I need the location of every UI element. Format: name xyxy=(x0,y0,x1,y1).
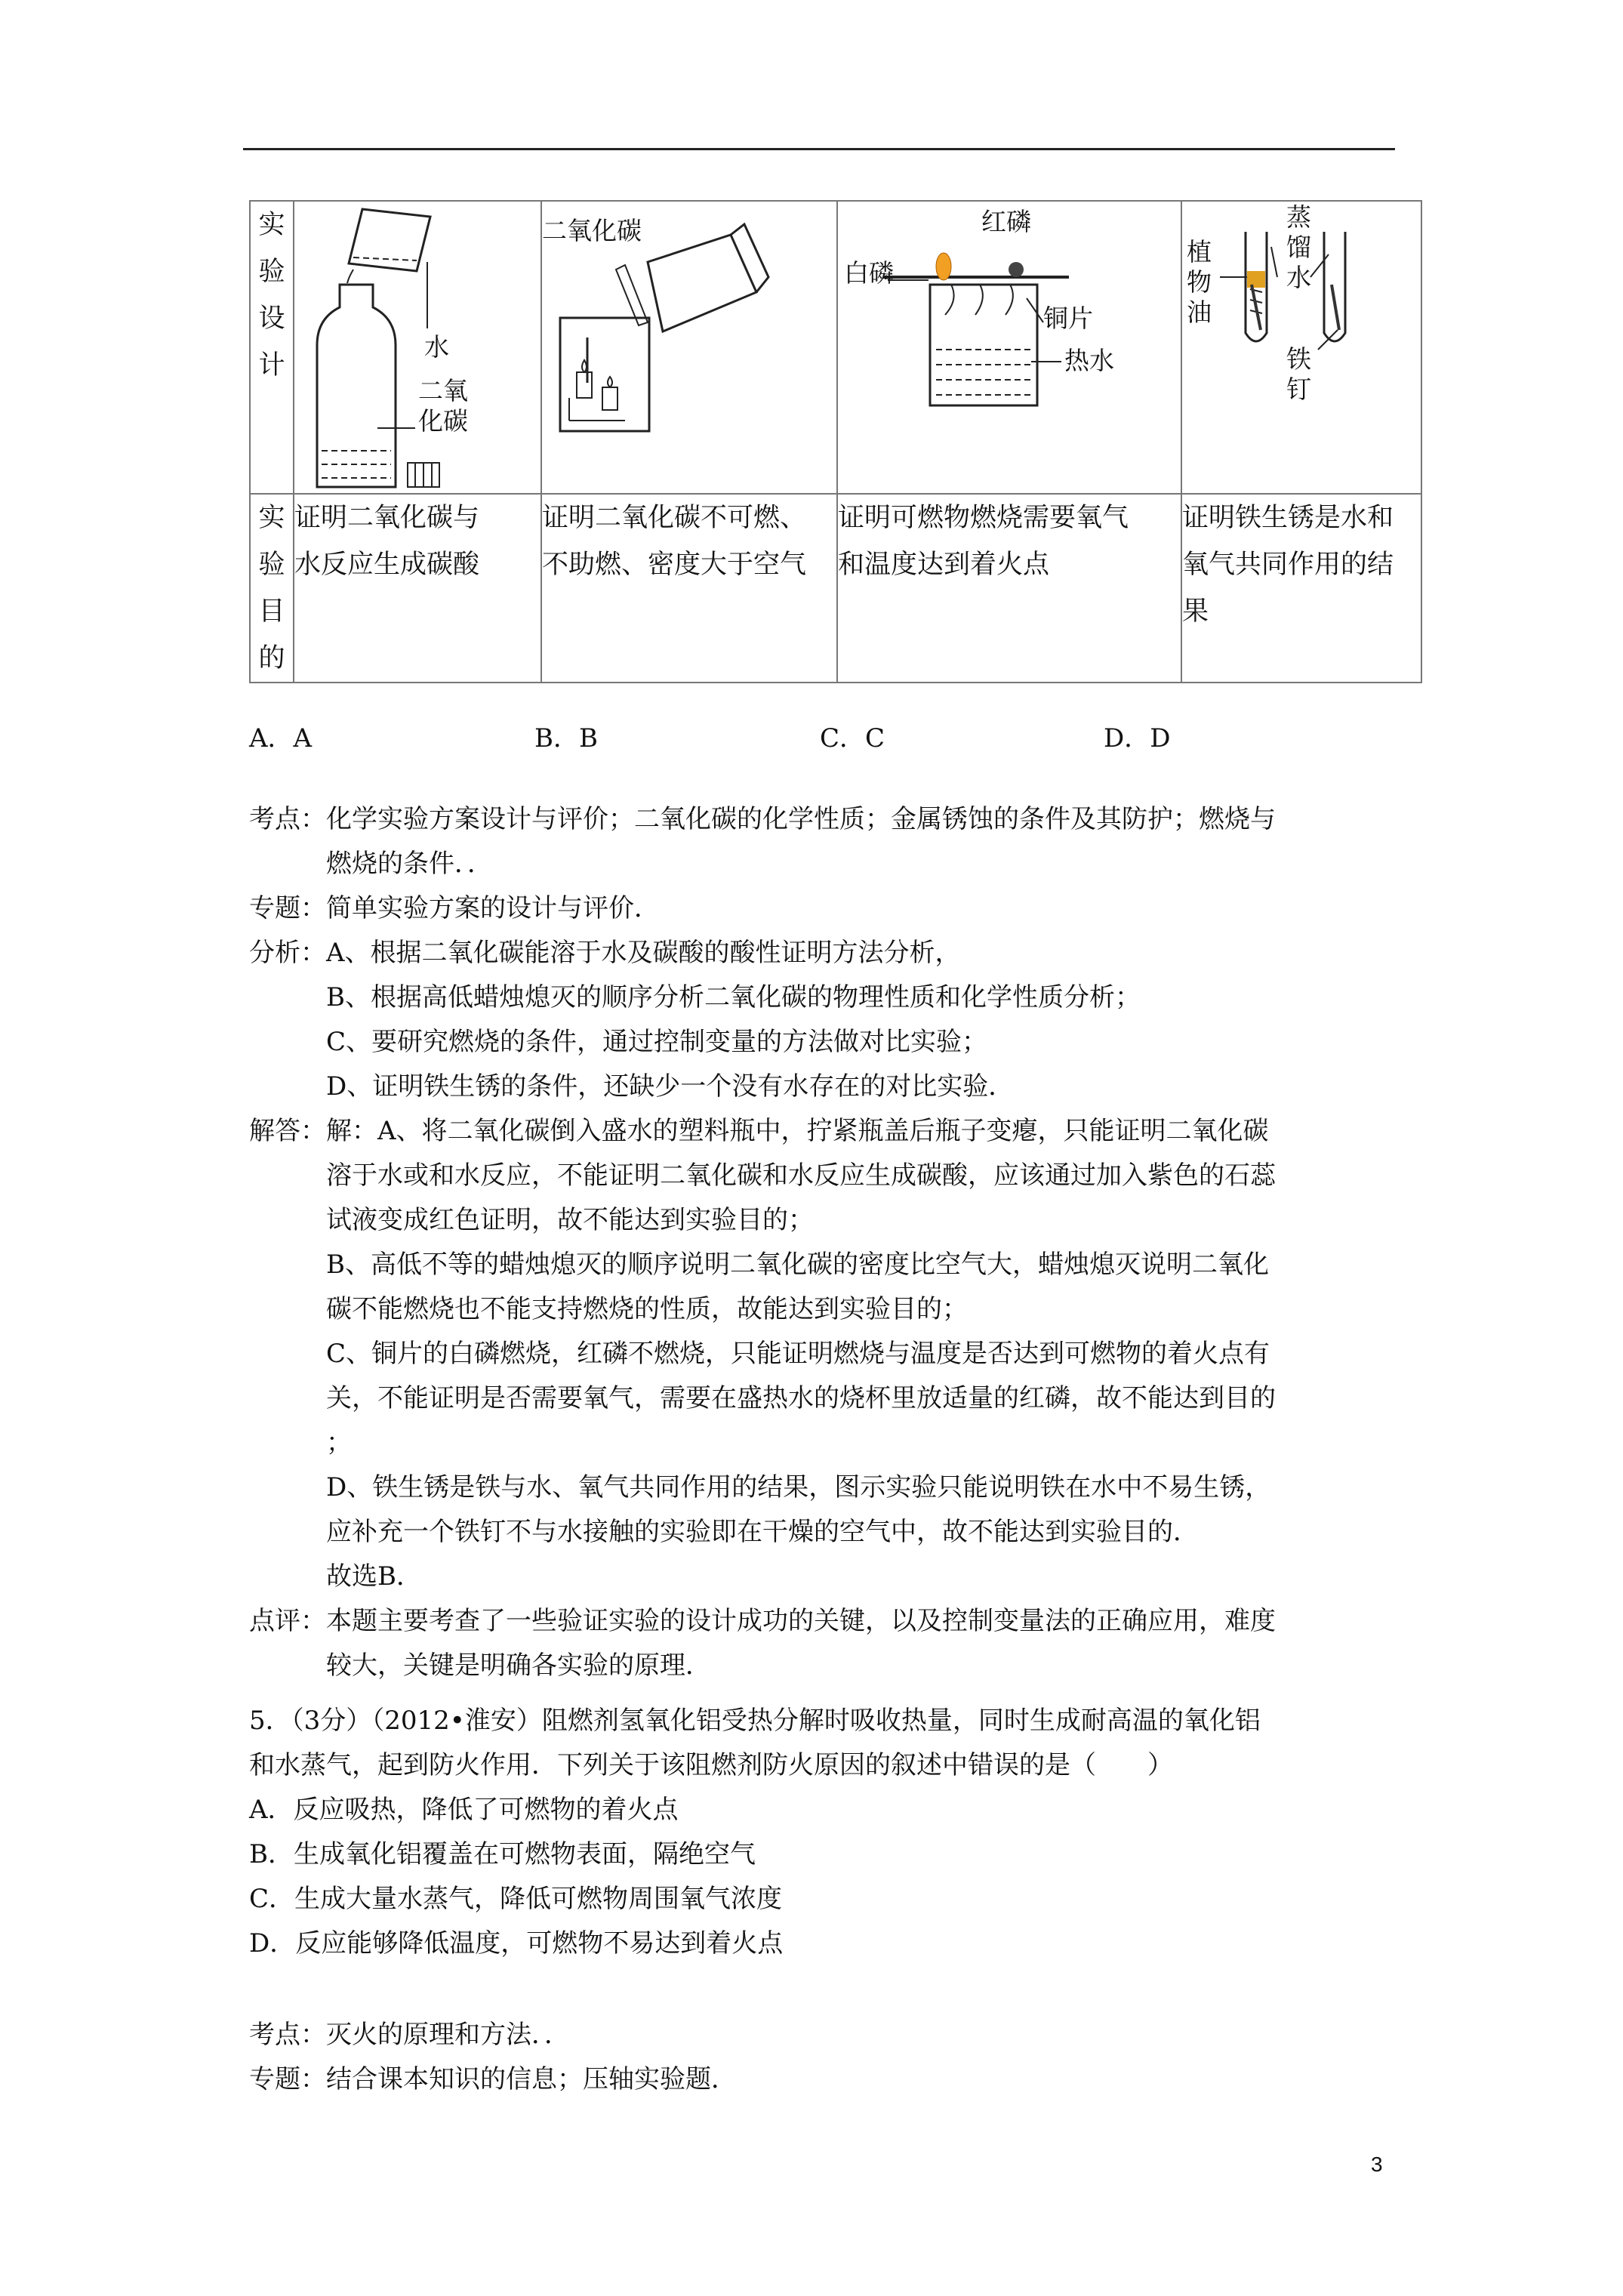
q5-option-d: D．反应能够降低温度，可燃物不易达到着火点 xyxy=(249,1928,784,1959)
bottle-experiment-figure xyxy=(294,202,540,493)
q4-fenxi: 分析： A、根据二氧化碳能溶于水及碳酸的酸性证明方法分析， B、根据高低蜡烛熄灭的顺序分析二氧化碳的物理性质和化学性质分析； C、要研究燃烧的条件，通过控制变量的方法做对比实验； D、证明铁生锈的条件，还缺少一个没有水存在的对比实验． xyxy=(249,938,1141,1102)
q5-kaodian: 考点： 灭火的原理和方法．． xyxy=(249,2020,570,2050)
plant-oil-label-3: 油 xyxy=(1187,297,1212,327)
purpose-d: 证明铁生锈是水和 氧气共同作用的结 果 xyxy=(1181,494,1421,683)
design-c-cell xyxy=(837,201,1181,494)
option-a: A．A xyxy=(249,723,313,754)
header-rule xyxy=(243,148,1395,150)
co2-label-2: 化碳 xyxy=(418,406,468,436)
hot-water-label: 热水 xyxy=(1064,346,1114,375)
q4-jieda: 解答： 解：A、将二氧化碳倒入盛水的塑料瓶中，拧紧瓶盖后瓶子变瘪，只能证明二氧化碳 溶于水或和水反应，不能证明二氧化碳和水反应生成碳酸，应该通过加入紫色的石蕊 试液变成红色证明，故不能达到实验目的； B、高低不等的蜡烛熄灭的顺序说明二氧化碳的密度比空气大，蜡烛熄灭说明二氧化 碳不能燃烧也不能支持燃烧的性质，故能达到实验目的； C、铜片的白磷燃烧，红磷不燃烧，只能证明燃烧与温度是否达到可燃物的着火点有 关，不能证明是否需要氧气，需要在盛热水的烧杯里放适量的红磷，故不能达到目的 ； D、铁生锈是铁与水、氧气共同作用的结果，图示实验只能说明铁在水中不易生锈， 应补充一个铁钉不与水接触的实验即在干燥的空气中，故不能达到实验目的． 故选B． xyxy=(249,1116,1276,1592)
design-b-cell xyxy=(541,201,837,494)
red-phosphorus-label: 红磷 xyxy=(981,207,1031,236)
q5-option-a: A．反应吸热，降低了可燃物的着火点 xyxy=(249,1795,679,1825)
purpose-b: 证明二氧化碳不可燃、 不助燃、密度大于空气 xyxy=(541,494,837,683)
phosphorus-beaker-figure xyxy=(838,202,1181,493)
q4-solution xyxy=(249,797,1397,1688)
q5-stem-line-1: 5．（3分）（2012•淮安）阻燃剂氢氧化铝受热分解时吸收热量，同时生成耐高温的氧化铝 xyxy=(249,1706,1261,1736)
iron-nail-label-1: 铁 xyxy=(1286,344,1311,374)
iron-nail-label-2: 钉 xyxy=(1286,374,1311,404)
design-row xyxy=(250,201,1421,494)
distilled-label-3: 水 xyxy=(1286,263,1311,292)
co2-label-1: 二氧 xyxy=(418,376,468,405)
water-label: 水 xyxy=(424,332,449,362)
q4-dianping: 点评： 本题主要考查了一些验证实验的设计成功的关键，以及控制变量法的正确应用，难度 较大，关键是明确各实验的原理． xyxy=(249,1606,1276,1681)
q5 xyxy=(249,1699,1397,1966)
experiment-table xyxy=(249,200,1422,683)
distilled-label-1: 蒸 xyxy=(1286,202,1311,232)
white-phosphorus-label: 白磷 xyxy=(844,258,894,288)
q5-solution xyxy=(249,2013,1397,2102)
co2-label: 二氧化碳 xyxy=(542,216,642,245)
option-b: B．B xyxy=(534,723,598,754)
purpose-row xyxy=(250,494,1421,683)
page-number: 3 xyxy=(1371,2153,1383,2176)
q5-zhuanti: 专题： 结合课本知识的信息；压轴实验题． xyxy=(249,2064,737,2094)
distilled-label-2: 馏 xyxy=(1286,233,1311,262)
q4-zhuanti: 专题： 简单实验方案的设计与评价． xyxy=(249,893,660,923)
q5-option-c: C．生成大量水蒸气，降低可燃物周围氧气浓度 xyxy=(249,1884,783,1914)
plant-oil-label-1: 植 xyxy=(1187,237,1212,267)
option-c: C．C xyxy=(820,723,885,754)
purpose-a: 证明二氧化碳与 水反应生成碳酸 xyxy=(294,494,541,683)
purpose-c: 证明可燃物燃烧需要氧气 和温度达到着火点 xyxy=(837,494,1181,683)
plant-oil-label-2: 物 xyxy=(1187,267,1212,297)
row-header-design: 实 验 设 计 xyxy=(250,201,294,494)
copper-sheet-label: 铜片 xyxy=(1043,304,1093,333)
q5-option-b: B．生成氧化铝覆盖在可燃物表面，隔绝空气 xyxy=(249,1839,756,1869)
design-d-cell xyxy=(1181,201,1421,494)
q5-stem-line-2: 和水蒸气，起到防火作用．下列关于该阻燃剂防火原因的叙述中错误的是（ ） xyxy=(249,1750,1173,1780)
q4-kaodian: 考点： 化学实验方案设计与评价；二氧化碳的化学性质；金属锈蚀的条件及其防护；燃烧与 燃烧的条件．． xyxy=(249,804,1276,879)
option-d: D．D xyxy=(1104,723,1171,754)
row-header-purpose: 实 验 目 的 xyxy=(250,494,294,683)
design-a-cell xyxy=(294,201,541,494)
